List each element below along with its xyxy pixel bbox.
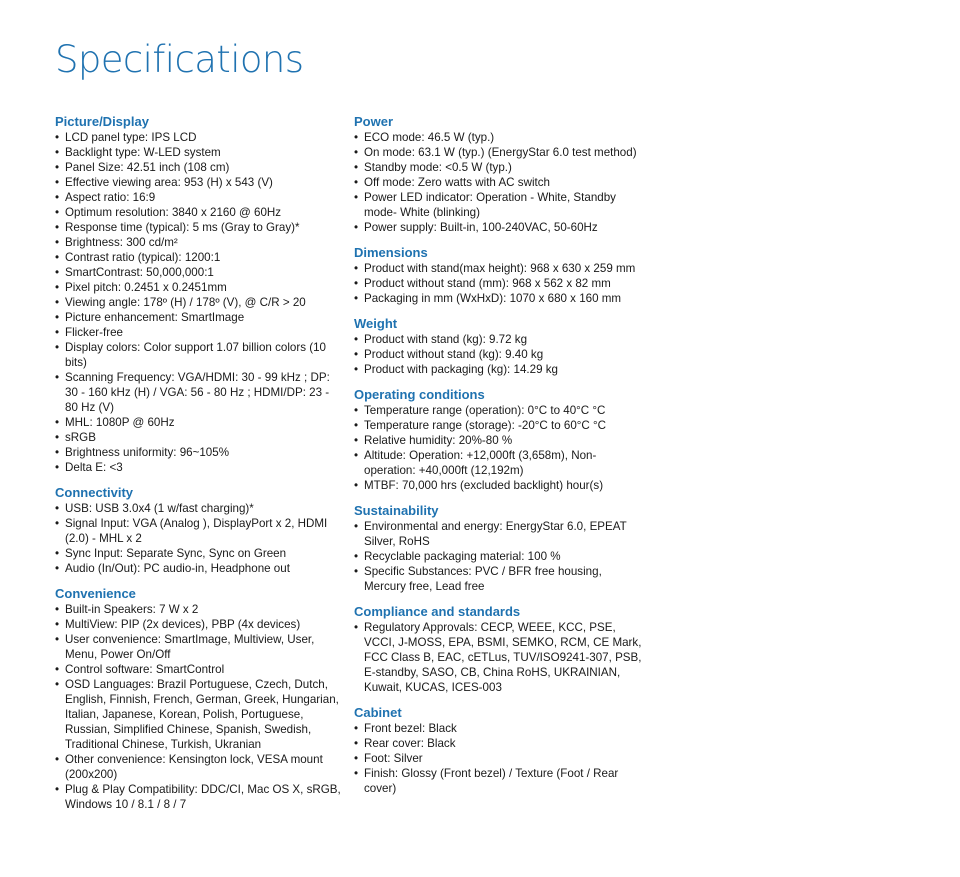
section-title: Cabinet [354, 705, 402, 720]
spec-list [55, 130, 345, 475]
spec-item: • Product with packaging (kg): 14.29 kg [354, 362, 644, 377]
spec-item: • SmartContrast: 50,000,000:1 [55, 265, 345, 280]
section-title: Weight [354, 316, 398, 331]
spec-list [354, 620, 644, 695]
spec-item: • Backlight type: W-LED system [55, 145, 345, 160]
spec-item: • Product without stand (kg): 9.40 kg [354, 347, 644, 362]
section-title: Sustainability [354, 503, 439, 518]
spec-item: • sRGB [55, 430, 345, 445]
section-power [354, 113, 644, 235]
section-operating-conditions [354, 386, 644, 493]
section-title: Connectivity [55, 485, 134, 500]
spec-item: • Plug & Play Compatibility: DDC/CI, Mac OS X, sRGB, Windows 10 / 8.1 / 8 / 7 [55, 782, 345, 812]
spec-item: • Recyclable packaging material: 100 % [354, 549, 644, 564]
spec-item: • Specific Substances: PVC / BFR free housing, Mercury free, Lead free [354, 564, 644, 594]
section-title: Power [354, 114, 394, 129]
spec-item: • OSD Languages: Brazil Portuguese, Czech, Dutch, English, Finnish, French, German, Greek, Hungarian, Italian, Japanese, Korean, Polish, Portuguese, Russian, Simplified Chinese, Spanish, Swedish, Traditional Chinese, Turkish, Ukranian [55, 677, 345, 752]
spec-item: • LCD panel type: IPS LCD [55, 130, 345, 145]
section-title: Dimensions [354, 245, 428, 260]
spec-list [354, 332, 644, 377]
spec-item: • Foot: Silver [354, 751, 644, 766]
right-column [354, 113, 644, 805]
spec-item: • Brightness: 300 cd/m² [55, 235, 345, 250]
spec-item: • Display colors: Color support 1.07 billion colors (10 bits) [55, 340, 345, 370]
spec-item: • Pixel pitch: 0.2451 x 0.2451mm [55, 280, 345, 295]
spec-list [354, 261, 644, 306]
spec-item: • ECO mode: 46.5 W (typ.) [354, 130, 644, 145]
spec-item: • Other convenience: Kensington lock, VESA mount (200x200) [55, 752, 345, 782]
spec-item: • Signal Input: VGA (Analog ), DisplayPort x 2, HDMI (2.0) - MHL x 2 [55, 516, 345, 546]
section-convenience [55, 585, 345, 812]
spec-item: • Sync Input: Separate Sync, Sync on Green [55, 546, 345, 561]
spec-item: • Temperature range (storage): -20°C to 60°C °C [354, 418, 644, 433]
spec-item: • Packaging in mm (WxHxD): 1070 x 680 x 160 mm [354, 291, 644, 306]
spec-item: • MTBF: 70,000 hrs (excluded backlight) hour(s) [354, 478, 644, 493]
spec-item: • On mode: 63.1 W (typ.) (EnergyStar 6.0 test method) [354, 145, 644, 160]
section-title: Compliance and standards [354, 604, 521, 619]
spec-list [55, 602, 345, 812]
spec-item: • Product with stand(max height): 968 x 630 x 259 mm [354, 261, 644, 276]
spec-list [354, 519, 644, 594]
section-sustainability [354, 502, 644, 594]
spec-item: • Product with stand (kg): 9.72 kg [354, 332, 644, 347]
spec-item: • Delta E: <3 [55, 460, 345, 475]
spec-item: • Picture enhancement: SmartImage [55, 310, 345, 325]
spec-item: • Built-in Speakers: 7 W x 2 [55, 602, 345, 617]
page-title: Specifications [55, 38, 304, 81]
spec-item: • Power supply: Built-in, 100-240VAC, 50-60Hz [354, 220, 644, 235]
section-title: Picture/Display [55, 114, 149, 129]
spec-item: • MultiView: PIP (2x devices), PBP (4x devices) [55, 617, 345, 632]
spec-item: • Panel Size: 42.51 inch (108 cm) [55, 160, 345, 175]
section-title: Convenience [55, 586, 136, 601]
section-connectivity [55, 484, 345, 576]
spec-item: • Regulatory Approvals: CECP, WEEE, KCC, PSE, VCCI, J-MOSS, EPA, BSMI, SEMKO, RCM, CE Mark, FCC Class B, EAC, cETLus, TUV/ISO9241-307, PSB, E-standby, SASO, CB, China RoHS, UKRAINIAN, Kuwait, KUCAS, ICES-003 [354, 620, 644, 695]
section-dimensions [354, 244, 644, 306]
spec-list [354, 721, 644, 796]
spec-item: • Standby mode: <0.5 W (typ.) [354, 160, 644, 175]
spec-item: • Brightness uniformity: 96~105% [55, 445, 345, 460]
spec-item: • Audio (In/Out): PC audio-in, Headphone out [55, 561, 345, 576]
spec-item: • Power LED indicator: Operation - White, Standby mode- White (blinking) [354, 190, 644, 220]
spec-item: • Optimum resolution: 3840 x 2160 @ 60Hz [55, 205, 345, 220]
spec-item: • MHL: 1080P @ 60Hz [55, 415, 345, 430]
spec-list [354, 130, 644, 235]
section-compliance-and-standards [354, 603, 644, 695]
spec-item: • User convenience: SmartImage, Multiview, User, Menu, Power On/Off [55, 632, 345, 662]
spec-item: • Rear cover: Black [354, 736, 644, 751]
spec-list [55, 501, 345, 576]
spec-item: • Finish: Glossy (Front bezel) / Texture (Foot / Rear cover) [354, 766, 644, 796]
spec-item: • Relative humidity: 20%-80 % [354, 433, 644, 448]
spec-item: • Viewing angle: 178º (H) / 178º (V), @ C/R > 20 [55, 295, 345, 310]
spec-item: • Temperature range (operation): 0°C to 40°C °C [354, 403, 644, 418]
spec-item: • Control software: SmartControl [55, 662, 345, 677]
spec-item: • Altitude: Operation: +12,000ft (3,658m), Non-operation: +40,000ft (12,192m) [354, 448, 644, 478]
spec-item: • Flicker-free [55, 325, 345, 340]
spec-item: • Response time (typical): 5 ms (Gray to Gray)* [55, 220, 345, 235]
spec-item: • USB: USB 3.0x4 (1 w/fast charging)* [55, 501, 345, 516]
left-column [55, 113, 345, 821]
section-title: Operating conditions [354, 387, 485, 402]
section-weight [354, 315, 644, 377]
spec-item: • Effective viewing area: 953 (H) x 543 (V) [55, 175, 345, 190]
spec-item: • Off mode: Zero watts with AC switch [354, 175, 644, 190]
spec-item: • Environmental and energy: EnergyStar 6.0, EPEAT Silver, RoHS [354, 519, 644, 549]
section-cabinet [354, 704, 644, 796]
section-picture-display [55, 113, 345, 475]
spec-item: • Contrast ratio (typical): 1200:1 [55, 250, 345, 265]
spec-item: • Product without stand (mm): 968 x 562 x 82 mm [354, 276, 644, 291]
spec-item: • Scanning Frequency: VGA/HDMI: 30 - 99 kHz ; DP: 30 - 160 kHz (H) / VGA: 56 - 80 Hz ; HDMI/DP: 23 - 80 Hz (V) [55, 370, 345, 415]
spec-item: • Aspect ratio: 16:9 [55, 190, 345, 205]
spec-list [354, 403, 644, 493]
spec-item: • Front bezel: Black [354, 721, 644, 736]
